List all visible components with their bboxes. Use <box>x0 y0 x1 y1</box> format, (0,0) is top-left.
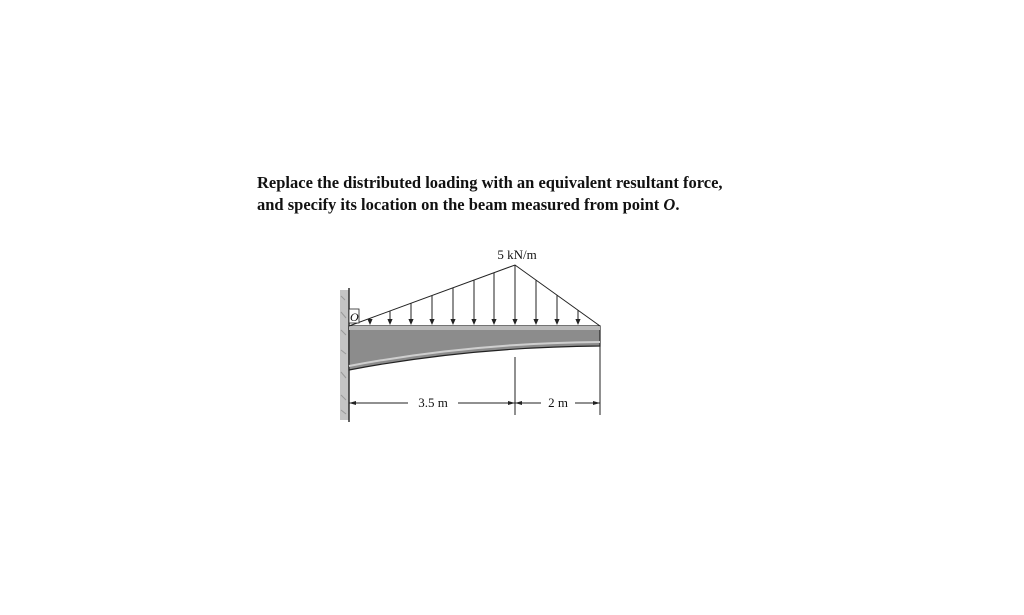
load-arrowhead-6 <box>471 319 476 325</box>
dim-right-arrow-end <box>593 401 600 405</box>
dim-right-label: 2 m <box>548 395 568 410</box>
wall-hatch <box>340 290 349 420</box>
distributed-load <box>349 265 600 326</box>
load-arrowhead-2 <box>387 319 392 325</box>
point-o-marker <box>349 309 359 324</box>
beam-top-face <box>349 326 600 330</box>
point-o-label: O <box>350 310 359 324</box>
load-arrowhead-1 <box>367 319 372 325</box>
load-arrowhead-4 <box>429 319 434 325</box>
dim-left-arrow-end <box>508 401 515 405</box>
load-intensity-label: 5 kN/m <box>497 247 537 262</box>
load-arrowhead-11 <box>575 319 580 325</box>
load-arrowhead-8 <box>512 319 517 325</box>
wall-support <box>340 288 349 422</box>
problem-line-1: Replace the distributed loading with an equivalent resultant force, <box>257 173 723 192</box>
problem-point-o: O <box>663 195 676 214</box>
load-arrowhead-9 <box>533 319 538 325</box>
dim-left-label: 3.5 m <box>418 395 448 410</box>
problem-line-2-text: and specify its location on the beam measured from point <box>257 195 664 214</box>
beam <box>349 326 600 370</box>
load-arrowhead-7 <box>491 319 496 325</box>
load-arrows <box>367 265 580 325</box>
load-arrowhead-10 <box>554 319 559 325</box>
load-arrowhead-5 <box>450 319 455 325</box>
dim-right-arrow-start <box>515 401 522 405</box>
problem-line-2-period: . <box>675 195 680 214</box>
dim-left-arrow-start <box>349 401 356 405</box>
load-arrowhead-3 <box>408 319 413 325</box>
